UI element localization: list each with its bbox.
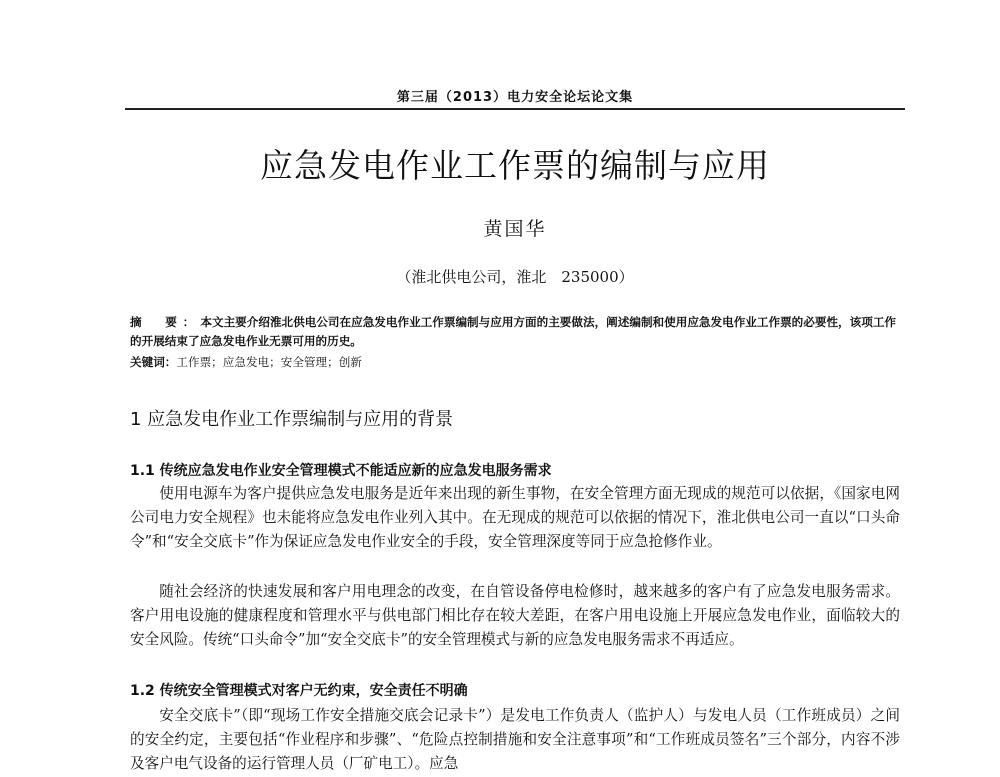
section-1-1-paragraph-2: 随社会经济的快速发展和客户用电理念的改变，在自管设备停电检修时，越来越多的客户有了应急发电服务需求。客户用电设施的健康程度和管理水平与供电部门相比存在较大差距，在客户用电设施上开展应急发电作业，面临较大的安全风险。传统“口头命令”加“安全交底卡”的安全管理模式与新的应急发电服务需求不再适应。: [130, 583, 900, 649]
section-1-1-paragraph-1: 使用电源车为客户提供应急发电服务是近年来出现的新生事物，在安全管理方面无现成的规范可以依据，《国家电网公司电力安全规程》也未能将应急发电作业列入其中。在无现成的规范可以依据的情况下，淮北供电公司一直以“口头命令”和“安全交底卡”作为保证应急发电作业安全的手段，安全管理深度等同于应急抢修作业。: [130, 485, 900, 551]
section-1-2-paragraph-1: 安全交底卡”（即“现场工作安全措施交底会记录卡”）是发电工作负责人（监护人）与发电人员（工作班成员）之间的安全约定，主要包括“作业程序和步骤”、“危险点控制措施和安全注意事项”和“工作班成员签名”三个部分，内容不涉及客户电气设备的运行管理人员（厂矿电工）。应急: [130, 707, 900, 773]
abstract-label: 摘 要：: [130, 315, 201, 329]
keywords-text: 工作票；应急发电；安全管理；创新: [176, 355, 362, 369]
paper-title: 应急发电作业工作票的编制与应用: [260, 146, 770, 185]
author-name: 黄国华: [483, 218, 547, 240]
section-1-heading: 1 应急发电作业工作票编制与应用的背景: [130, 409, 454, 430]
section-1-2-heading: 1.2 传统安全管理模式对客户无约束，安全责任不明确: [130, 683, 468, 699]
header-divider: [125, 108, 905, 110]
author-affiliation: （淮北供电公司，淮北 235000）: [396, 268, 634, 286]
abstract-text: 本文主要介绍淮北供电公司在应急发电作业工作票编制与应用方面的主要做法，阐述编制和使用应急发电作业工作票的必要性，该项工作的开展结束了应急发电作业无票可用的历史。: [130, 315, 897, 348]
abstract: [130, 313, 900, 351]
keywords: [130, 353, 900, 372]
section-1-1-heading: 1.1 传统应急发电作业安全管理模式不能适应新的应急发电服务需求: [130, 463, 552, 479]
keywords-label: 关键词：: [130, 355, 177, 369]
running-header: 第三届（2013）电力安全论坛论文集: [396, 90, 634, 105]
